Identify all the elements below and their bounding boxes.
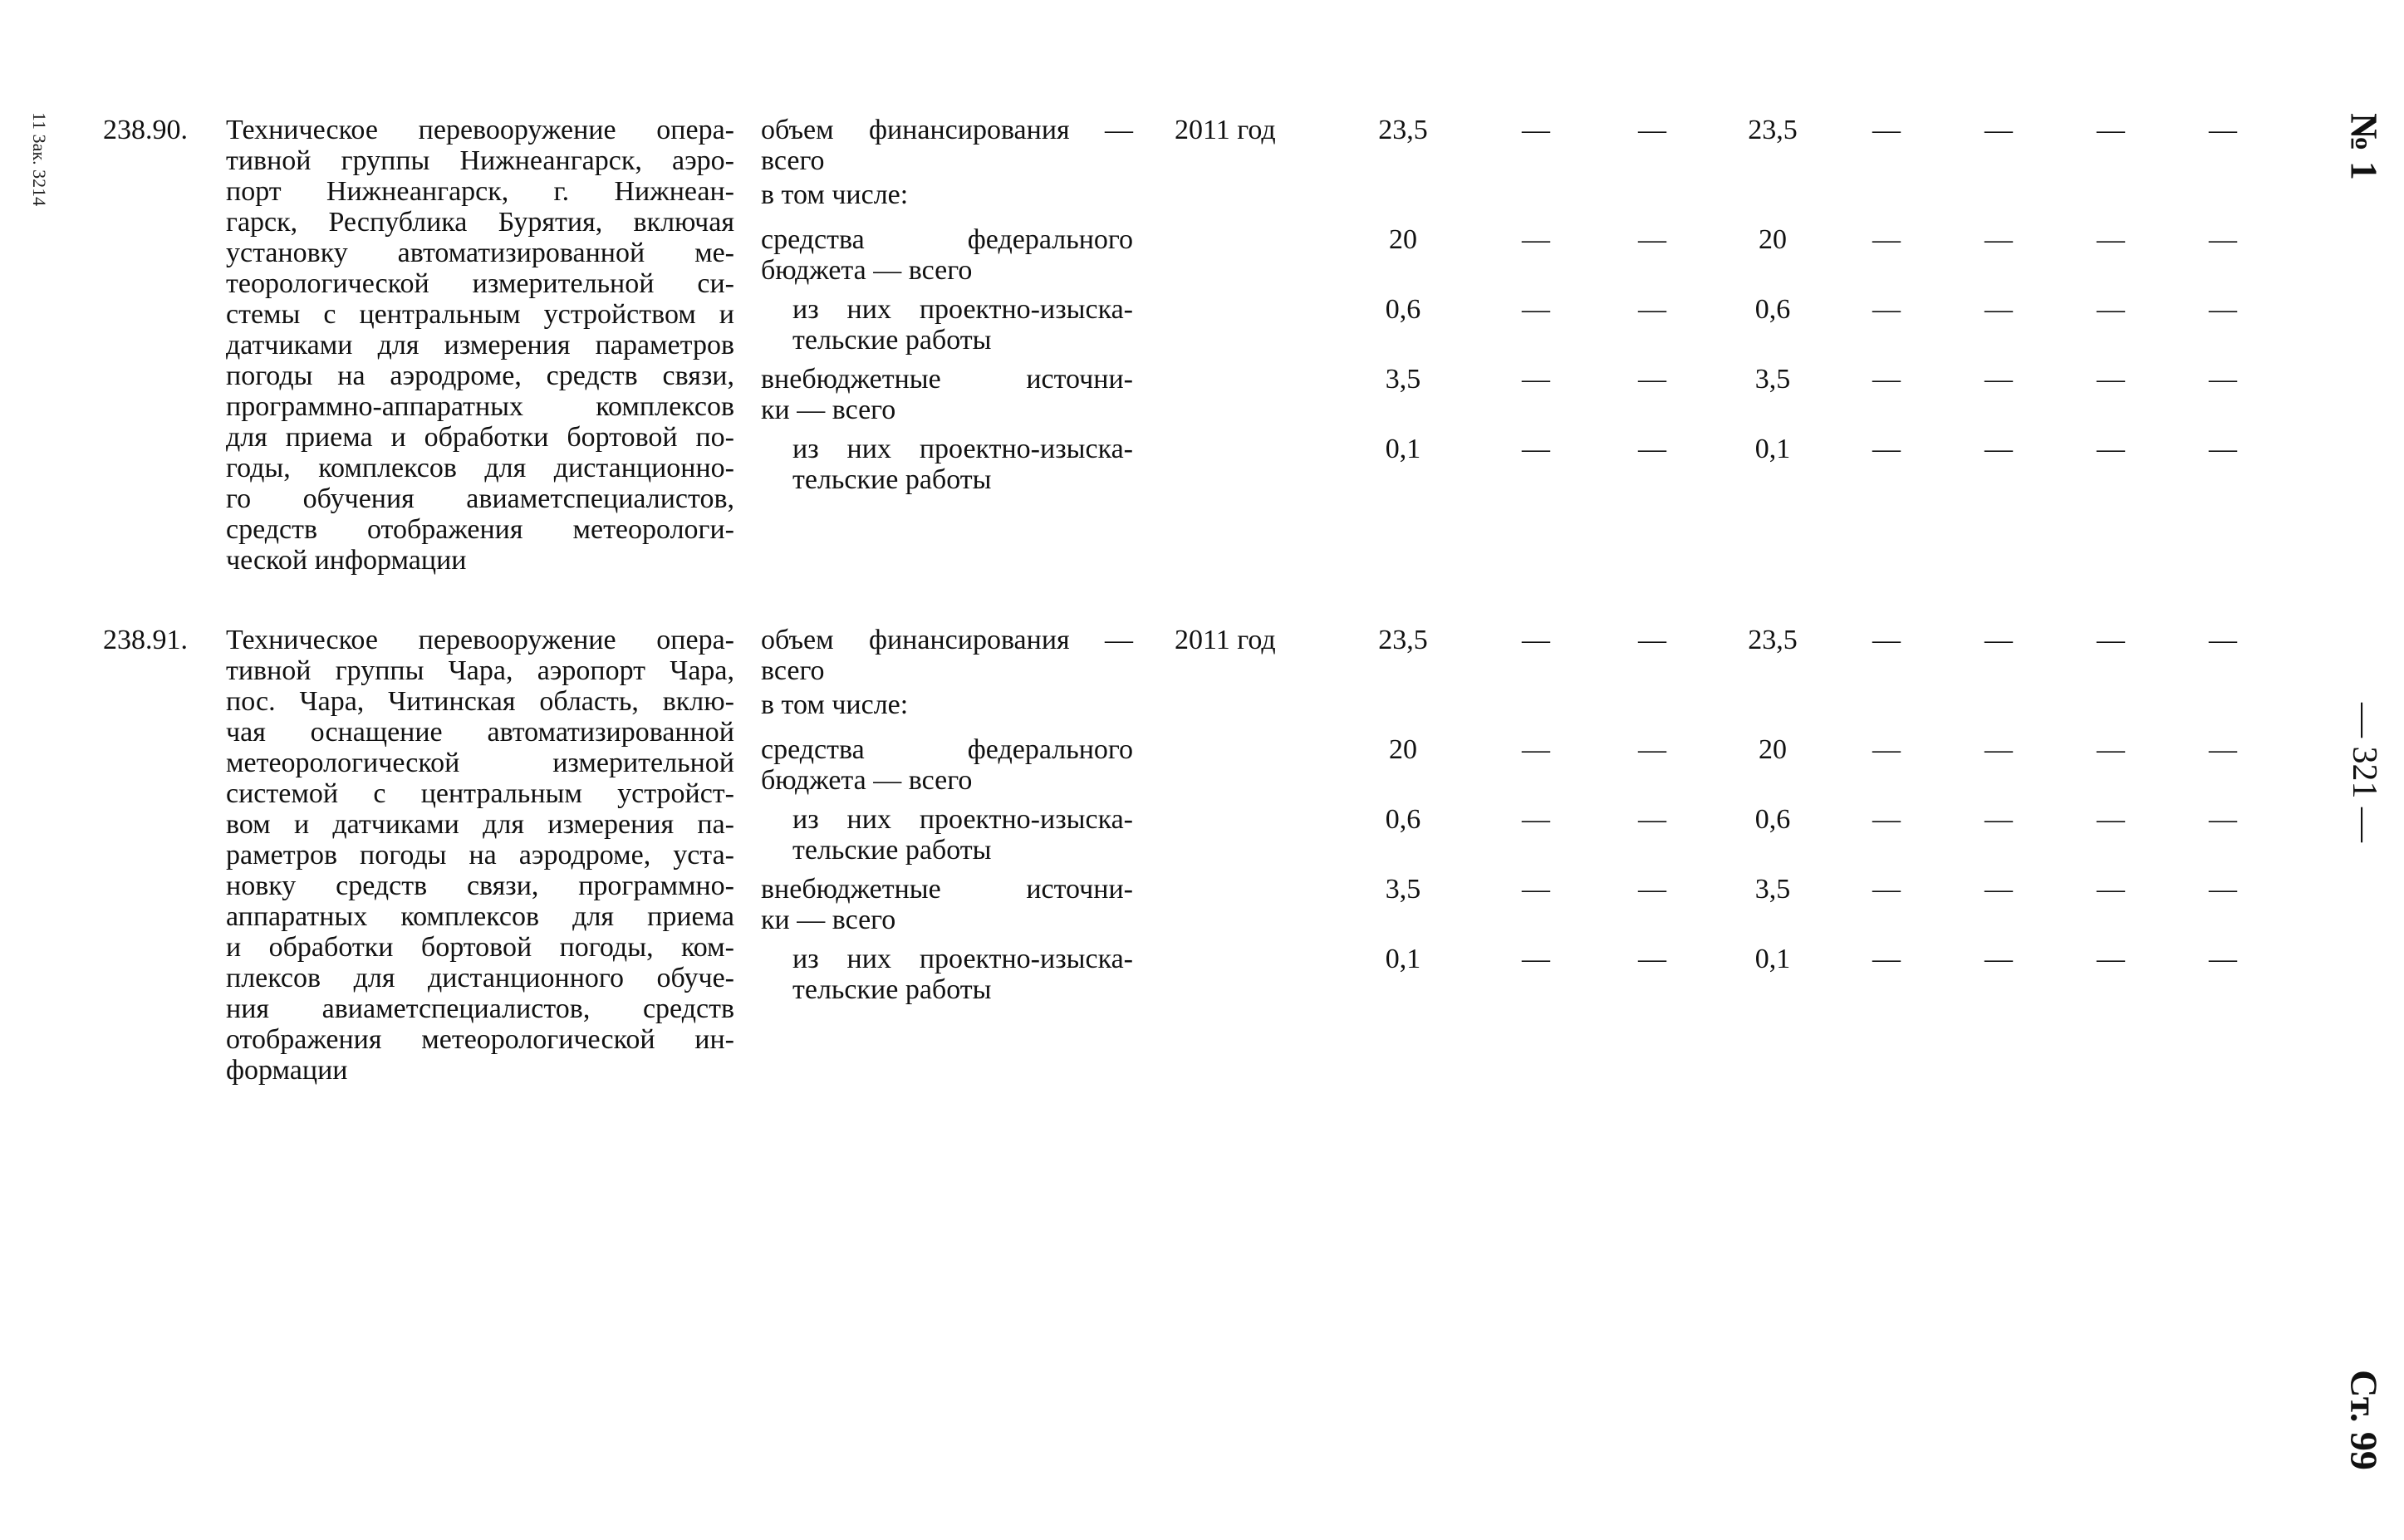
value-cell: — [2097,625,2125,655]
row-label-line: ки — всего [761,905,896,935]
description-line: аппаратных комплексов для приема [226,901,734,932]
financing-row [0,874,2293,940]
value-cell: — [1985,734,2013,765]
value-cell: — [1522,294,1550,325]
row-label [792,434,1133,495]
value-cell: — [1638,224,1666,255]
description-line: тивной группы Нижнеангарск, аэро- [226,145,734,176]
description-line: раметров погоды на аэродроме, уста- [226,840,734,871]
value-cell: — [1872,364,1901,395]
value-cell: — [1985,625,2013,655]
value-cell: — [1638,944,1666,974]
value-cell: — [2097,294,2125,325]
value-cell: 3,5 [1385,874,1421,905]
row-label [761,179,1133,210]
description-line: чая оснащение автоматизированной [226,717,734,748]
financing-row [0,115,2293,181]
value-cell: — [2097,804,2125,835]
value-cell: — [1985,944,2013,974]
value-cell: — [1985,115,2013,145]
description-line: Техническое перевооружение опера- [226,625,734,655]
financing-row [0,944,2293,1010]
value-cell: — [1522,944,1550,974]
description-line: формации [226,1055,348,1086]
description-line: стемы с центральным устройством и [226,299,734,330]
row-label-line: бюджета — всего [761,255,973,286]
row-year: 2011 год [1175,115,1276,145]
value-cell: — [2209,874,2237,905]
row-label [792,294,1133,356]
value-cell: 0,1 [1754,434,1791,464]
value-cell: — [1522,804,1550,835]
financing-row [0,434,2293,500]
value-cell: — [1522,364,1550,395]
description-line: установку автоматизированной ме- [226,238,734,268]
value-cell: 0,6 [1754,804,1791,835]
issue-number: № 1 [2343,113,2386,180]
row-label-line: тельские работы [792,464,992,495]
description-line: годы, комплексов для дистанционно- [226,453,734,483]
description-line: и обработки бортовой погоды, ком- [226,932,734,963]
description-line: Техническое перевооружение опера- [226,115,734,145]
value-cell: 3,5 [1385,364,1421,395]
value-cell: — [1985,804,2013,835]
value-cell: 0,6 [1385,804,1421,835]
financing-row [0,294,2293,360]
row-label [761,224,1133,286]
description-line: го обучения авиаметспециалистов, [226,483,734,514]
value-cell: — [1638,874,1666,905]
row-label [792,804,1133,866]
value-cell: 23,5 [1748,115,1798,145]
row-label [761,689,1133,720]
row-label [761,115,1133,176]
description-line: метеорологической измерительной [226,748,734,778]
value-cell: 3,5 [1754,874,1791,905]
value-cell: — [2097,434,2125,464]
financing-row [0,804,2293,871]
value-cell: — [1872,874,1901,905]
financing-row [0,625,2293,691]
financing-row [0,364,2293,430]
entry-number: 238.91. [103,625,188,655]
value-cell: 0,1 [1385,434,1421,464]
description-line: пос. Чара, Читинская область, вклю- [226,686,734,717]
row-label-line: тельские работы [792,974,992,1005]
value-cell: — [2097,115,2125,145]
row-label [761,874,1133,935]
row-label-line: из них проектно-изыска- [792,944,1133,974]
row-label-line: объем финансирования — [761,625,1133,655]
value-cell: 20 [1389,734,1417,765]
row-label [761,734,1133,796]
value-cell: — [2209,944,2237,974]
description-line: плексов для дистанционного обуче- [226,963,734,993]
description-line: порт Нижнеангарск, г. Нижнеан- [226,176,734,207]
value-cell: — [1638,734,1666,765]
value-cell: — [1985,364,2013,395]
value-cell: — [2209,804,2237,835]
value-cell: — [2209,434,2237,464]
value-cell: — [1638,625,1666,655]
description-line: системой с центральным устройст- [226,778,734,809]
row-label-line: средства федерального [761,734,1133,765]
value-cell: — [1985,434,2013,464]
value-cell: — [2209,115,2237,145]
value-cell: — [1872,804,1901,835]
page-number: — 321 — [2345,703,2383,842]
value-cell: 20 [1389,224,1417,255]
value-cell: — [2097,224,2125,255]
row-label-line: тельские работы [792,835,992,866]
value-cell: 0,1 [1385,944,1421,974]
row-label-line: в том числе: [761,689,909,720]
value-cell: — [2097,944,2125,974]
row-label [792,944,1133,1005]
value-cell: 23,5 [1748,625,1798,655]
value-cell: — [1872,625,1901,655]
value-cell: — [1638,364,1666,395]
value-cell: — [1522,434,1550,464]
row-label-line: объем финансирования — [761,115,1133,145]
value-cell: — [1872,224,1901,255]
row-label-line: всего [761,655,825,686]
row-year: 2011 год [1175,625,1276,655]
description-line: отображения метеорологической ин- [226,1024,734,1055]
financing-row [0,734,2293,801]
row-label-line: из них проектно-изыска- [792,434,1133,464]
value-cell: — [1638,804,1666,835]
value-cell: — [1985,874,2013,905]
value-cell: — [2209,625,2237,655]
value-cell: — [1638,115,1666,145]
value-cell: 0,6 [1385,294,1421,325]
value-cell: — [1522,874,1550,905]
description-line: теорологической измерительной си- [226,268,734,299]
entry-number: 238.90. [103,115,188,145]
value-cell: — [2209,734,2237,765]
value-cell: — [2209,224,2237,255]
value-cell: 20 [1759,734,1787,765]
value-cell: — [1522,224,1550,255]
description-line: программно-аппаратных комплексов [226,391,734,422]
row-label-line: из них проектно-изыска- [792,804,1133,835]
row-label-line: внебюджетные источни- [761,874,1133,905]
description-line: для приема и обработки бортовой по- [226,422,734,453]
row-label-line: из них проектно-изыска- [792,294,1133,325]
value-cell: — [2209,364,2237,395]
value-cell: 20 [1759,224,1787,255]
value-cell: 23,5 [1378,625,1428,655]
value-cell: 3,5 [1754,364,1791,395]
description-line: ческой информации [226,545,467,576]
row-label-line: средства федерального [761,224,1133,255]
row-label [761,625,1133,686]
description-line: датчиками для измерения параметров [226,330,734,360]
value-cell: — [1638,294,1666,325]
row-label-line: в том числе: [761,179,909,210]
row-label-line: внебюджетные источни- [761,364,1133,395]
value-cell: — [1985,294,2013,325]
description-line: ния авиаметспециалистов, средств [226,993,734,1024]
value-cell: — [2209,294,2237,325]
value-cell: — [1872,294,1901,325]
value-cell: — [2097,734,2125,765]
description-line: вом и датчиками для измерения па- [226,809,734,840]
description-line: погоды на аэродроме, средств связи, [226,360,734,391]
value-cell: — [1638,434,1666,464]
row-label-line: бюджета — всего [761,765,973,796]
description-line: тивной группы Чара, аэропорт Чара, [226,655,734,686]
row-label-line: всего [761,145,825,176]
value-cell: 0,6 [1754,294,1791,325]
value-cell: — [1872,434,1901,464]
value-cell: — [1522,115,1550,145]
value-cell: — [2097,364,2125,395]
description-line: новку средств связи, программно- [226,871,734,901]
value-cell: — [1985,224,2013,255]
value-cell: 0,1 [1754,944,1791,974]
financing-row [0,224,2293,291]
value-cell: — [1872,734,1901,765]
description-line: гарск, Республика Бурятия, включая [226,207,734,238]
row-label-line: тельские работы [792,325,992,356]
article-number: Ст. 99 [2343,1370,2386,1470]
value-cell: — [1522,625,1550,655]
value-cell: — [2097,874,2125,905]
value-cell: 23,5 [1378,115,1428,145]
row-label [761,364,1133,425]
value-cell: — [1872,944,1901,974]
margin-note: 11 Зак. 3214 [29,112,50,207]
row-label-line: ки — всего [761,395,896,425]
description-line: средств отображения метеорологи- [226,514,734,545]
value-cell: — [1872,115,1901,145]
value-cell: — [1522,734,1550,765]
